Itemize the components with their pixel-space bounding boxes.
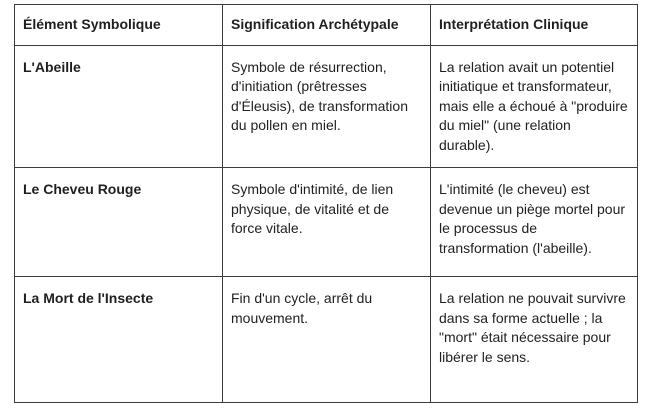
row-element-cell: L'Abeille [15,45,223,168]
row-interpretation-cell: La relation avait un potentiel initiatique et transformateur, mais elle a échoué à "produire du miel" (une relation durable). [431,45,638,168]
row-interpretation-cell: La relation ne pouvait survivre dans sa forme actuelle ; la "mort" était nécessaire pour libérer le sens. [431,277,638,403]
row-interpretation-cell: L'intimité (le cheveu) est devenue un piège mortel pour le processus de transformation (l'abeille). [431,168,638,277]
row-signification-cell: Fin d'un cycle, arrêt du mouvement. [223,277,431,403]
table-header-row [15,5,638,46]
row-signification-cell: Symbole de résurrection, d'initiation (prêtresses d'Éleusis), de transformation du pollen en miel. [223,45,431,168]
symbol-interpretation-table [14,4,638,403]
symbol-table-container [14,4,637,403]
header-element-symbolique: Élément Symbolique [15,5,223,46]
header-signification-archetypale: Signification Archétypale [223,5,431,46]
table-row [15,168,638,277]
table-row [15,45,638,168]
row-element-cell: La Mort de l'Insecte [15,277,223,403]
row-signification-cell: Symbole d'intimité, de lien physique, de vitalité et de force vitale. [223,168,431,277]
row-element-cell: Le Cheveu Rouge [15,168,223,277]
header-interpretation-clinique: Interprétation Clinique [431,5,638,46]
table-row [15,277,638,403]
